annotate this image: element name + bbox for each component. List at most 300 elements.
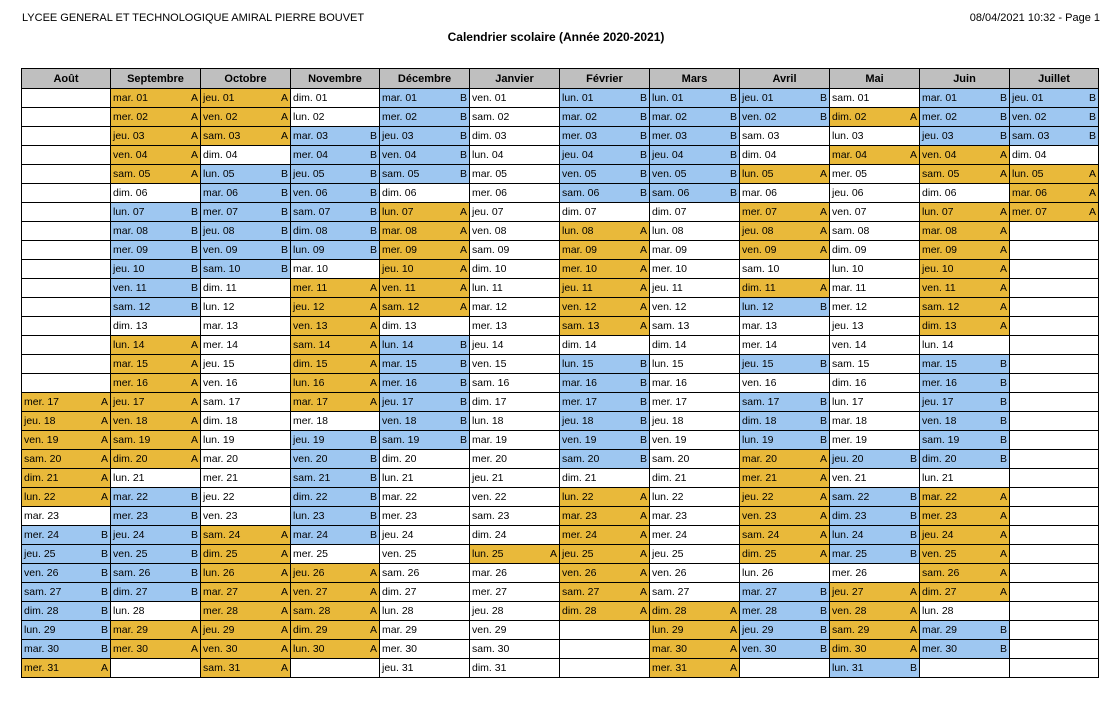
calendar-row (22, 602, 1099, 621)
zone-letter: B (280, 187, 288, 199)
day-label: mar. 10 (293, 263, 329, 275)
month-header: Septembre (111, 69, 201, 89)
day-cell (830, 412, 920, 431)
day-label: mer. 21 (742, 472, 778, 484)
day-label: jeu. 08 (203, 225, 235, 237)
zone-letter: B (369, 225, 377, 237)
empty-cell (1010, 374, 1099, 393)
day-label: mar. 16 (562, 377, 598, 389)
day-cell (111, 108, 201, 127)
zone-letter: A (909, 586, 917, 598)
day-cell (201, 621, 291, 640)
zone-letter: A (190, 358, 198, 370)
day-cell (650, 488, 740, 507)
day-cell (920, 241, 1010, 260)
zone-letter: B (819, 358, 827, 370)
day-label: sam. 23 (472, 510, 510, 522)
zone-letter: B (280, 206, 288, 218)
zone-letter: B (190, 586, 198, 598)
day-label: mar. 27 (203, 586, 239, 598)
day-cell (380, 203, 470, 222)
day-label: mer. 27 (472, 586, 508, 598)
zone-letter: B (999, 92, 1007, 104)
day-cell (291, 469, 380, 488)
day-label: mer. 28 (742, 605, 778, 617)
day-label: lun. 03 (832, 130, 864, 142)
day-label: jeu. 25 (24, 548, 56, 560)
day-label: ven. 25 (113, 548, 148, 560)
empty-cell (22, 184, 111, 203)
zone-letter: A (459, 206, 467, 218)
day-label: mer. 09 (382, 244, 418, 256)
day-cell (560, 317, 650, 336)
day-label: mar. 15 (113, 358, 149, 370)
day-label: dim. 25 (742, 548, 777, 560)
day-cell (650, 222, 740, 241)
day-label: mer. 17 (24, 396, 60, 408)
day-label: mar. 06 (1012, 187, 1048, 199)
zone-letter: B (369, 206, 377, 218)
zone-letter: A (819, 548, 827, 560)
empty-cell (1010, 564, 1099, 583)
zone-letter: A (280, 529, 288, 541)
day-cell (380, 184, 470, 203)
day-cell (740, 317, 830, 336)
day-cell (470, 488, 560, 507)
zone-letter: A (280, 92, 288, 104)
day-cell (560, 184, 650, 203)
calendar-row (22, 241, 1099, 260)
zone-letter: B (999, 111, 1007, 123)
day-label: mar. 08 (922, 225, 958, 237)
zone-letter: A (549, 548, 557, 560)
day-cell (201, 469, 291, 488)
day-cell (470, 526, 560, 545)
day-label: dim. 28 (652, 605, 687, 617)
day-cell (560, 298, 650, 317)
zone-letter: B (639, 168, 647, 180)
day-cell (920, 526, 1010, 545)
day-label: dim. 22 (293, 491, 328, 503)
day-label: mer. 14 (742, 339, 778, 351)
zone-letter: A (639, 491, 647, 503)
day-cell (380, 488, 470, 507)
empty-cell (22, 89, 111, 108)
day-cell (920, 583, 1010, 602)
day-label: jeu. 04 (652, 149, 684, 161)
zone-letter: B (100, 643, 108, 655)
day-cell (201, 298, 291, 317)
zone-letter: A (459, 244, 467, 256)
empty-cell (22, 222, 111, 241)
zone-letter: A (190, 453, 198, 465)
day-cell (22, 659, 111, 678)
day-cell (470, 203, 560, 222)
day-cell (380, 374, 470, 393)
day-label: sam. 19 (382, 434, 420, 446)
day-label: mer. 23 (382, 510, 418, 522)
day-label: lun. 31 (832, 662, 864, 674)
day-cell (201, 526, 291, 545)
day-cell (22, 621, 111, 640)
day-label: ven. 19 (562, 434, 597, 446)
zone-letter: B (190, 206, 198, 218)
day-label: dim. 18 (203, 415, 238, 427)
zone-letter: A (819, 206, 827, 218)
day-label: lun. 09 (293, 244, 325, 256)
day-cell (470, 374, 560, 393)
day-label: sam. 05 (922, 168, 960, 180)
day-cell (740, 203, 830, 222)
zone-letter: A (999, 206, 1007, 218)
day-cell (291, 203, 380, 222)
day-label: jeu. 04 (562, 149, 594, 161)
day-label: sam. 12 (382, 301, 420, 313)
day-cell (470, 184, 560, 203)
zone-letter: B (639, 130, 647, 142)
zone-letter: B (639, 92, 647, 104)
empty-cell (22, 279, 111, 298)
day-cell (111, 621, 201, 640)
day-cell (830, 507, 920, 526)
zone-letter: B (999, 396, 1007, 408)
day-label: mar. 23 (562, 510, 598, 522)
day-label: sam. 29 (832, 624, 870, 636)
day-label: ven. 02 (203, 111, 238, 123)
zone-letter: A (369, 396, 377, 408)
day-cell (380, 355, 470, 374)
day-cell (470, 431, 560, 450)
month-header: Février (560, 69, 650, 89)
day-label: mar. 09 (652, 244, 688, 256)
day-cell (291, 279, 380, 298)
zone-letter: A (459, 301, 467, 313)
zone-letter: B (999, 624, 1007, 636)
zone-letter: A (280, 624, 288, 636)
day-label: jeu. 10 (382, 263, 414, 275)
day-label: jeu. 10 (113, 263, 145, 275)
day-cell (650, 412, 740, 431)
empty-cell (1010, 260, 1099, 279)
day-cell (22, 545, 111, 564)
day-label: jeu. 25 (562, 548, 594, 560)
day-cell (291, 222, 380, 241)
zone-letter: B (999, 434, 1007, 446)
day-label: lun. 12 (742, 301, 774, 313)
zone-letter: A (909, 624, 917, 636)
day-cell (830, 640, 920, 659)
day-cell (920, 165, 1010, 184)
zone-letter: A (369, 567, 377, 579)
day-label: mer. 18 (293, 415, 329, 427)
day-label: mer. 19 (832, 434, 868, 446)
day-label: mer. 17 (562, 396, 598, 408)
zone-letter: A (999, 225, 1007, 237)
empty-cell (22, 108, 111, 127)
day-label: sam. 19 (113, 434, 151, 446)
day-cell (920, 602, 1010, 621)
day-label: dim. 08 (293, 225, 328, 237)
day-cell (650, 184, 740, 203)
day-label: mar. 02 (652, 111, 688, 123)
day-label: jeu. 10 (922, 263, 954, 275)
day-label: ven. 07 (832, 206, 867, 218)
day-label: mar. 30 (24, 643, 60, 655)
day-label: jeu. 27 (832, 586, 864, 598)
zone-letter: B (819, 643, 827, 655)
calendar-row (22, 526, 1099, 545)
empty-cell (22, 374, 111, 393)
empty-cell (22, 317, 111, 336)
zone-letter: B (1088, 111, 1096, 123)
zone-letter: A (369, 643, 377, 655)
day-cell (380, 545, 470, 564)
day-label: lun. 05 (203, 168, 235, 180)
day-label: mar. 05 (472, 168, 508, 180)
day-cell (920, 222, 1010, 241)
day-label: jeu. 29 (742, 624, 774, 636)
day-cell (650, 203, 740, 222)
empty-cell (22, 336, 111, 355)
zone-letter: B (819, 396, 827, 408)
empty-cell (22, 260, 111, 279)
day-cell (201, 241, 291, 260)
day-label: lun. 28 (922, 605, 954, 617)
day-cell (201, 564, 291, 583)
day-cell (22, 469, 111, 488)
zone-letter: A (190, 396, 198, 408)
day-cell (560, 431, 650, 450)
day-cell (111, 488, 201, 507)
day-cell (740, 431, 830, 450)
day-cell (1010, 203, 1099, 222)
day-label: jeu. 20 (832, 453, 864, 465)
day-cell (111, 260, 201, 279)
day-cell (291, 412, 380, 431)
zone-letter: A (639, 586, 647, 598)
day-label: jeu. 24 (382, 529, 414, 541)
day-cell (201, 393, 291, 412)
day-cell (650, 241, 740, 260)
day-label: mer. 02 (922, 111, 958, 123)
day-cell (650, 108, 740, 127)
day-label: jeu. 22 (203, 491, 235, 503)
zone-letter: A (369, 339, 377, 351)
zone-letter: B (100, 567, 108, 579)
calendar-row (22, 89, 1099, 108)
zone-letter: A (639, 320, 647, 332)
day-label: mar. 13 (203, 320, 239, 332)
day-cell (830, 450, 920, 469)
day-label: sam. 12 (113, 301, 151, 313)
day-cell (740, 545, 830, 564)
empty-cell (1010, 640, 1099, 659)
day-cell (1010, 108, 1099, 127)
day-cell (380, 659, 470, 678)
day-label: mar. 01 (922, 92, 958, 104)
day-label: jeu. 21 (472, 472, 504, 484)
day-label: sam. 20 (24, 453, 62, 465)
day-label: lun. 22 (24, 491, 56, 503)
day-label: mar. 22 (113, 491, 149, 503)
day-label: dim. 10 (472, 263, 507, 275)
day-cell (291, 545, 380, 564)
month-header: Avril (740, 69, 830, 89)
day-cell (201, 545, 291, 564)
day-label: mar. 29 (922, 624, 958, 636)
day-label: dim. 20 (922, 453, 957, 465)
day-label: sam. 14 (293, 339, 331, 351)
day-label: lun. 07 (113, 206, 145, 218)
day-label: ven. 01 (472, 92, 507, 104)
day-cell (560, 279, 650, 298)
day-cell (920, 374, 1010, 393)
day-cell (291, 507, 380, 526)
zone-letter: B (999, 415, 1007, 427)
zone-letter: A (190, 130, 198, 142)
day-cell (830, 621, 920, 640)
day-cell (111, 507, 201, 526)
calendar-row (22, 564, 1099, 583)
day-label: ven. 05 (562, 168, 597, 180)
day-cell (650, 640, 740, 659)
empty-cell (1010, 469, 1099, 488)
day-cell (380, 89, 470, 108)
empty-cell (1010, 488, 1099, 507)
day-label: ven. 09 (742, 244, 777, 256)
day-cell (920, 127, 1010, 146)
empty-cell (22, 146, 111, 165)
zone-letter: B (639, 377, 647, 389)
day-label: mer. 11 (293, 282, 328, 294)
day-label: jeu. 28 (472, 605, 504, 617)
day-cell (111, 203, 201, 222)
day-cell (560, 241, 650, 260)
day-cell (201, 108, 291, 127)
empty-cell (1010, 450, 1099, 469)
day-label: mer. 07 (1012, 206, 1048, 218)
day-cell (830, 279, 920, 298)
day-cell (560, 222, 650, 241)
day-cell (201, 450, 291, 469)
day-label: ven. 26 (24, 567, 59, 579)
zone-letter: A (369, 358, 377, 370)
zone-letter: B (909, 529, 917, 541)
zone-letter: A (729, 662, 737, 674)
zone-letter: B (639, 358, 647, 370)
zone-letter: A (190, 624, 198, 636)
day-label: mer. 03 (652, 130, 688, 142)
day-label: lun. 28 (113, 605, 145, 617)
zone-letter: A (190, 149, 198, 161)
zone-letter: A (639, 567, 647, 579)
day-cell (111, 450, 201, 469)
day-label: jeu. 18 (24, 415, 56, 427)
zone-letter: B (639, 415, 647, 427)
calendar-row (22, 393, 1099, 412)
day-label: sam. 24 (203, 529, 241, 541)
empty-cell (22, 355, 111, 374)
day-cell (1010, 127, 1099, 146)
day-cell (380, 526, 470, 545)
day-cell (830, 222, 920, 241)
day-label: lun. 24 (832, 529, 864, 541)
zone-letter: B (190, 567, 198, 579)
zone-letter: A (459, 263, 467, 275)
day-label: lun. 15 (562, 358, 594, 370)
zone-letter: B (369, 472, 377, 484)
day-label: mar. 19 (472, 434, 508, 446)
day-cell (111, 393, 201, 412)
zone-letter: B (729, 149, 737, 161)
day-label: ven. 12 (652, 301, 687, 313)
month-header: Novembre (291, 69, 380, 89)
day-label: mer. 24 (24, 529, 60, 541)
day-cell (920, 431, 1010, 450)
day-cell (470, 222, 560, 241)
day-cell (380, 583, 470, 602)
zone-letter: B (369, 187, 377, 199)
day-label: mer. 31 (652, 662, 688, 674)
day-label: sam. 06 (652, 187, 690, 199)
day-cell (291, 564, 380, 583)
day-label: lun. 07 (922, 206, 954, 218)
day-label: sam. 10 (742, 263, 780, 275)
day-label: mer. 25 (293, 548, 329, 560)
day-label: mer. 16 (113, 377, 149, 389)
day-cell (380, 146, 470, 165)
day-cell (740, 602, 830, 621)
zone-letter: A (729, 624, 737, 636)
day-cell (291, 184, 380, 203)
day-cell (560, 374, 650, 393)
day-cell (470, 564, 560, 583)
zone-letter: B (459, 415, 467, 427)
zone-letter: B (999, 453, 1007, 465)
zone-letter: A (1088, 187, 1096, 199)
day-label: lun. 04 (472, 149, 504, 161)
zone-letter: A (280, 586, 288, 598)
day-cell (830, 526, 920, 545)
day-cell (470, 640, 560, 659)
zone-letter: B (280, 244, 288, 256)
day-cell (740, 583, 830, 602)
zone-letter: B (190, 491, 198, 503)
day-cell (740, 412, 830, 431)
empty-cell (1010, 583, 1099, 602)
day-label: mar. 08 (382, 225, 418, 237)
day-cell (111, 89, 201, 108)
day-label: dim. 30 (832, 643, 867, 655)
day-cell (470, 298, 560, 317)
zone-letter: B (909, 510, 917, 522)
print-info: 08/04/2021 10:32 - Page 1 (969, 12, 1100, 24)
day-cell (111, 165, 201, 184)
day-cell (201, 279, 291, 298)
day-cell (470, 507, 560, 526)
day-cell (920, 203, 1010, 222)
day-label: sam. 16 (472, 377, 510, 389)
day-label: mar. 01 (113, 92, 149, 104)
day-cell (201, 355, 291, 374)
day-cell (830, 317, 920, 336)
day-label: mer. 24 (562, 529, 598, 541)
day-cell (291, 89, 380, 108)
day-label: dim. 07 (652, 206, 687, 218)
calendar-row (22, 317, 1099, 336)
month-header: Juin (920, 69, 1010, 89)
day-cell (740, 146, 830, 165)
